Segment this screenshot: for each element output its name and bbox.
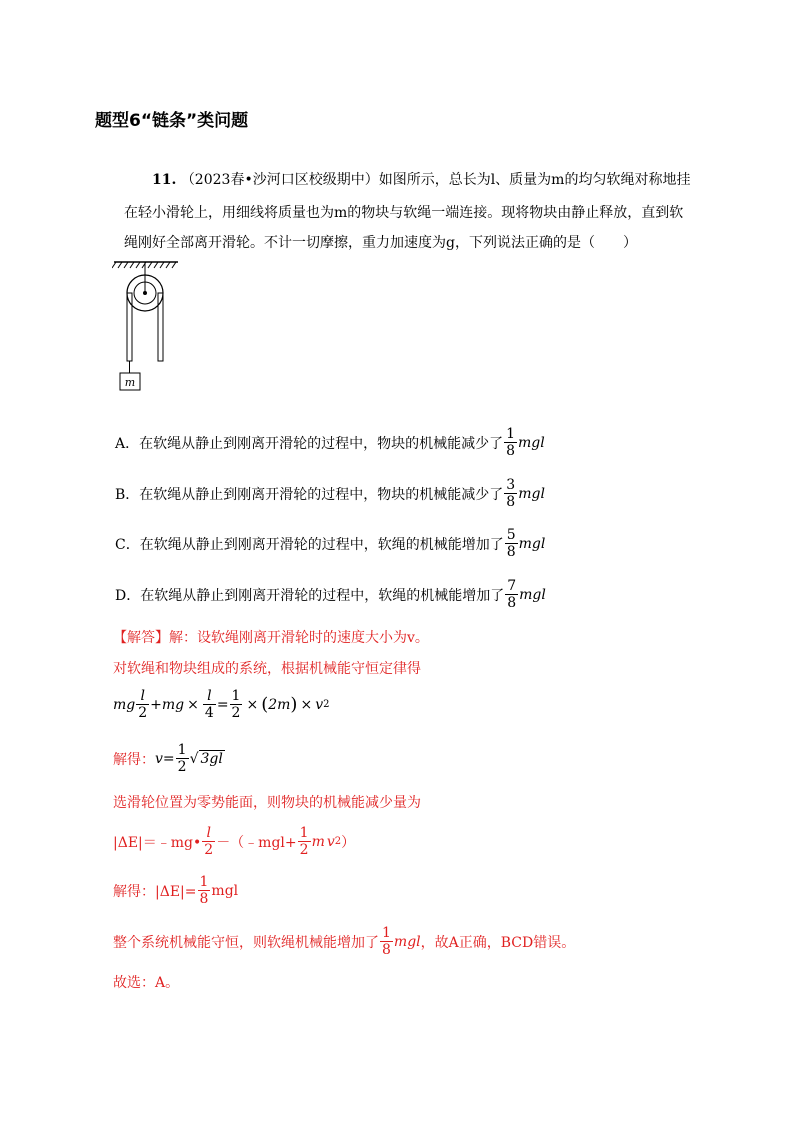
frac-num: 1 — [506, 426, 516, 442]
equation-energy — [113, 688, 329, 721]
option-b-fraction — [504, 477, 517, 510]
eq-fraction — [230, 688, 243, 721]
eq-paren: ( — [261, 694, 269, 715]
frac-den: 8 — [199, 891, 209, 907]
eq-exponent: 2 — [334, 836, 342, 847]
eq-fraction — [136, 688, 149, 721]
question-line-1 — [152, 170, 690, 190]
frac-num: 1 — [177, 742, 187, 758]
sqrt-sign: √ — [189, 751, 199, 767]
frac-den: 2 — [204, 842, 214, 858]
question-text-2: 在轻小滑轮上，用细线将质量也为m的物块与软绳一端连接。现将物块由静止释放，直到软 — [124, 205, 684, 221]
option-c-text: C．在软绳从静止到刚离开滑轮的过程中，软绳的机械能增加了 — [115, 536, 504, 553]
eq-paren: ) — [290, 694, 298, 715]
solution-text-2: 对软绳和物块组成的系统，根据机械能守恒定律得 — [113, 661, 421, 677]
sqrt-expression — [190, 750, 225, 767]
frac-num: l — [206, 825, 211, 841]
eq-term: －（﹣mgl+ — [216, 834, 297, 851]
option-a[interactable] — [115, 426, 545, 459]
eq-op: × — [246, 696, 259, 713]
frac-den: 2 — [231, 705, 241, 721]
frac-den: 8 — [506, 494, 516, 510]
frac-den: 2 — [138, 705, 148, 721]
frac-den: 2 — [299, 842, 309, 858]
question-text-3: 绳刚好全部离开滑轮。不计一切摩擦，重力加速度为g，下列说法正确的是（ ） — [124, 235, 637, 251]
option-d-mgl: mgl — [519, 586, 546, 603]
eq-term: m — [311, 833, 325, 850]
eq-term: ） — [341, 834, 356, 851]
solve-label: 解得： — [113, 751, 155, 768]
option-a-text: A．在软绳从静止到刚离开滑轮的过程中，物块的机械能减少了 — [115, 435, 504, 452]
frac-den: 4 — [204, 705, 214, 721]
eq-op: × — [187, 696, 199, 713]
eq-term: |ΔE|＝﹣mg• — [113, 834, 202, 851]
question-number: 11. — [152, 172, 177, 188]
frac-num: 1 — [382, 925, 391, 941]
solution-tag: 【解答】 — [113, 630, 169, 646]
eq-term: mg — [161, 696, 185, 713]
option-d-fraction — [505, 578, 518, 611]
equation-delta-e — [113, 825, 355, 858]
option-a-fraction — [504, 426, 517, 459]
option-c-mgl: mgl — [518, 535, 546, 552]
frac-num: l — [207, 688, 212, 704]
pulley-figure — [112, 255, 192, 395]
eq-term: v — [155, 750, 163, 767]
frac-num: 7 — [507, 578, 517, 594]
section-title: 题型6“链条”类问题 — [95, 111, 249, 131]
frac-den: 2 — [177, 759, 187, 775]
solution-text-3: 选滑轮位置为零势能面，则物块的机械能减少量为 — [113, 795, 421, 811]
eq-fraction — [202, 825, 215, 858]
eq-fraction — [203, 688, 216, 721]
option-d-text: D．在软绳从静止到刚离开滑轮的过程中，软绳的机械能增加了 — [115, 587, 505, 604]
eq-term: mgl — [211, 882, 239, 899]
eq-term: mg — [113, 696, 136, 713]
solution-line-1 — [113, 628, 429, 648]
option-c-fraction — [505, 527, 518, 560]
eq-fraction — [298, 825, 311, 858]
frac-num: 1 — [231, 688, 241, 704]
mass-label: m — [124, 376, 136, 389]
eq-fraction — [198, 874, 211, 907]
solution-conclusion — [113, 925, 575, 958]
sqrt-radicand: 3gl — [200, 751, 223, 767]
frac-den: 8 — [382, 942, 391, 958]
frac-num: l — [140, 688, 145, 704]
question-text-1: （2023春•沙河口区校级期中）如图所示，总长为l、质量为m的均匀软绳对称地挂 — [180, 172, 691, 188]
eq-op: = — [216, 696, 229, 713]
solution-solve-delta-e — [113, 874, 238, 907]
eq-op: + — [150, 696, 162, 713]
eq-op: × — [300, 696, 313, 713]
conclusion-text-a: 整个系统机械能守恒，则软绳机械能增加了 — [113, 934, 379, 951]
option-d[interactable] — [115, 578, 546, 611]
frac-den: 8 — [507, 595, 517, 611]
option-a-mgl: mgl — [518, 434, 545, 451]
frac-den: 8 — [506, 443, 516, 459]
frac-num: 5 — [506, 527, 516, 543]
solution-solve-v — [113, 742, 225, 775]
eq-term: v — [326, 833, 335, 850]
eq-exponent: 2 — [323, 699, 330, 710]
frac-num: 1 — [299, 825, 309, 841]
frac-num: 1 — [199, 874, 209, 890]
frac-num: 3 — [506, 477, 516, 493]
option-b-text: B．在软绳从静止到刚离开滑轮的过程中，物块的机械能减少了 — [115, 486, 504, 503]
eq-fraction — [176, 742, 189, 775]
eq-term: v — [315, 696, 324, 713]
solve-label: 解得：|ΔE|= — [113, 883, 197, 900]
eq-term: 2m — [268, 696, 291, 713]
solution-answer: 故选：A。 — [113, 975, 180, 991]
frac-den: 8 — [506, 544, 516, 560]
eq-op: = — [162, 750, 175, 767]
option-c[interactable] — [115, 527, 545, 560]
conclusion-text-b: ，故A正确，BCD错误。 — [420, 934, 576, 951]
eq-term: mgl — [393, 933, 421, 950]
option-b[interactable] — [115, 477, 545, 510]
solution-text-1: 解：设软绳刚离开滑轮时的速度大小为v。 — [169, 630, 429, 646]
option-b-mgl: mgl — [518, 485, 545, 502]
eq-fraction — [380, 925, 393, 958]
